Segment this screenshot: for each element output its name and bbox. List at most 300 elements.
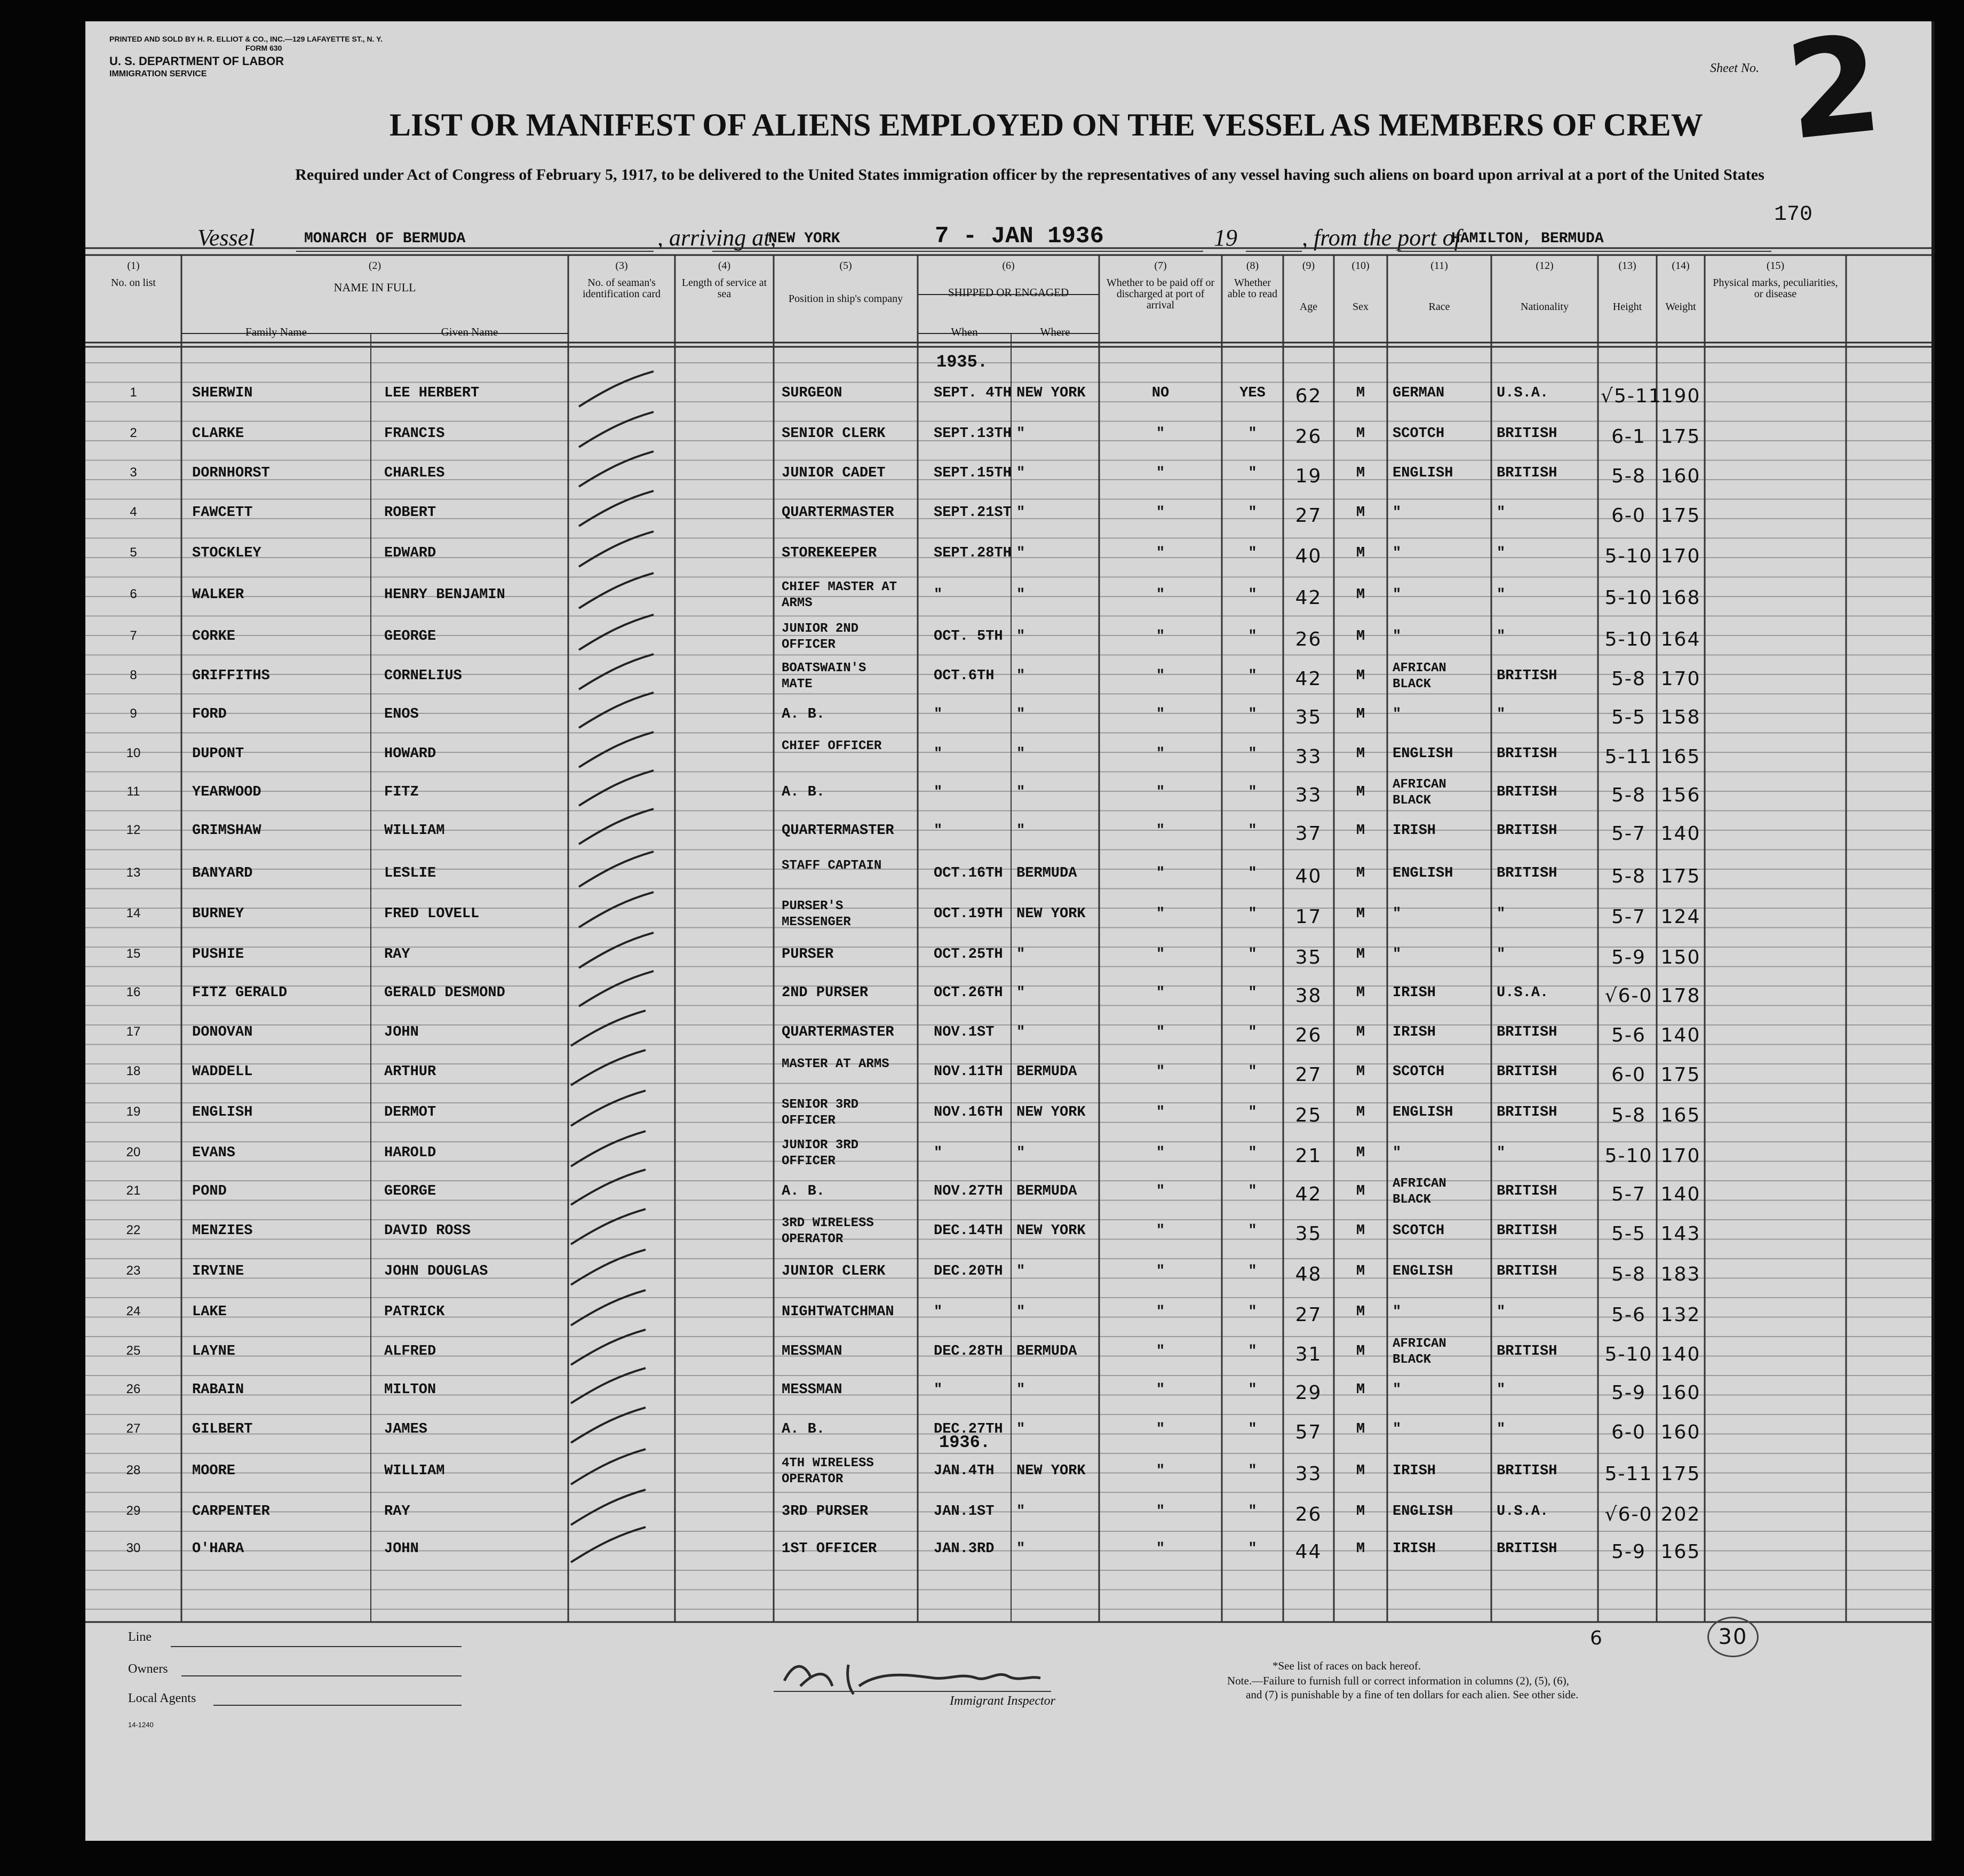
cell-no: 22 xyxy=(126,1223,141,1237)
cell-weight: 165 xyxy=(1660,1104,1701,1126)
cell-race: " xyxy=(1393,1304,1402,1320)
cell-nat: " xyxy=(1497,906,1506,922)
cell-when: OCT.19TH xyxy=(934,906,1003,922)
cell-weight: 158 xyxy=(1660,706,1701,728)
cell-nat: BRITISH xyxy=(1497,823,1557,839)
cell-where: " xyxy=(1016,985,1025,1001)
cell-weight: 170 xyxy=(1660,668,1701,690)
cell-weight: 178 xyxy=(1660,985,1701,1007)
cell-paid: " xyxy=(1156,1145,1165,1161)
cell-age: 21 xyxy=(1295,1145,1322,1167)
cell-nat: " xyxy=(1497,505,1506,521)
cell-read: " xyxy=(1248,947,1257,963)
punch-hole xyxy=(40,309,65,334)
id-card-tick xyxy=(566,1246,651,1289)
cell-nat: BRITISH xyxy=(1497,1541,1557,1557)
cell-sex: M xyxy=(1356,947,1365,963)
cell-no: 9 xyxy=(130,706,137,721)
cell-weight: 170 xyxy=(1660,1145,1701,1167)
column-header: Physical marks, peculiarities, or disease xyxy=(1713,277,1838,300)
cell-given: HAROLD xyxy=(384,1145,436,1161)
year-note-1935: 1935. xyxy=(936,352,988,372)
cell-given: RAY xyxy=(384,947,410,963)
cell-read: " xyxy=(1248,505,1257,521)
cell-height: 5-8 xyxy=(1611,784,1646,806)
cell-where: NEW YORK xyxy=(1016,1104,1086,1120)
cell-sex: M xyxy=(1356,1463,1365,1479)
cell-nat: BRITISH xyxy=(1497,668,1557,684)
cell-read: " xyxy=(1248,906,1257,922)
cell-age: 38 xyxy=(1295,985,1322,1007)
cell-no: 24 xyxy=(126,1304,141,1318)
cell-paid: " xyxy=(1156,1064,1165,1080)
cell-height: 5-10 xyxy=(1604,1145,1653,1167)
cell-family: SHERWIN xyxy=(192,385,253,401)
cell-height: 5-7 xyxy=(1611,823,1646,845)
cell-paid: " xyxy=(1156,1382,1165,1398)
cell-position: SURGEON xyxy=(782,385,842,401)
cell-sex: M xyxy=(1356,865,1365,881)
cell-family: DORNHORST xyxy=(192,465,270,481)
cell-race: ENGLISH xyxy=(1393,1504,1453,1520)
cell-height: 5-8 xyxy=(1611,865,1646,887)
cell-read: " xyxy=(1248,706,1257,722)
cell-no: 19 xyxy=(126,1104,141,1119)
cell-paid: " xyxy=(1156,629,1165,645)
cell-weight: 168 xyxy=(1660,587,1701,609)
cell-race: SCOTCH xyxy=(1393,426,1445,442)
cell-read: " xyxy=(1248,1064,1257,1080)
cell-weight: 190 xyxy=(1660,385,1701,407)
cell-nat: " xyxy=(1497,706,1506,722)
cell-where: NEW YORK xyxy=(1016,1223,1086,1239)
id-card-tick xyxy=(566,1087,651,1130)
cell-when: OCT.16TH xyxy=(934,865,1003,881)
cell-age: 33 xyxy=(1295,1463,1322,1485)
cell-when: SEPT.13TH xyxy=(934,426,1012,442)
id-card-tick xyxy=(566,1166,651,1209)
cell-read: " xyxy=(1248,1344,1257,1360)
cell-paid: " xyxy=(1156,505,1165,521)
cell-no: 4 xyxy=(130,505,137,519)
cell-nat: BRITISH xyxy=(1497,1263,1557,1279)
cell-no: 2 xyxy=(130,426,137,440)
cell-when: NOV.27TH xyxy=(934,1183,1003,1199)
cell-when: " xyxy=(934,746,943,762)
cell-age: 42 xyxy=(1295,587,1322,609)
cell-given: GEORGE xyxy=(384,629,436,645)
cell-when: " xyxy=(934,1145,943,1161)
cell-height: 5-10 xyxy=(1604,545,1653,567)
cell-no: 29 xyxy=(126,1504,141,1518)
cell-sex: M xyxy=(1356,1104,1365,1120)
cell-sex: M xyxy=(1356,629,1365,645)
local-agents-label: Local Agents xyxy=(128,1691,196,1705)
cell-given: ALFRED xyxy=(384,1344,436,1360)
cell-race: SCOTCH xyxy=(1393,1223,1445,1239)
cell-read: " xyxy=(1248,465,1257,481)
column-number: (11) xyxy=(1430,260,1448,272)
cell-given: EDWARD xyxy=(384,545,436,561)
cell-weight: 132 xyxy=(1660,1304,1701,1326)
cell-sex: M xyxy=(1356,1382,1365,1398)
cell-read: " xyxy=(1248,746,1257,762)
cell-sex: M xyxy=(1356,823,1365,839)
cell-no: 23 xyxy=(126,1263,141,1278)
cell-sex: M xyxy=(1356,1541,1365,1557)
cell-no: 26 xyxy=(126,1382,141,1396)
cell-height: 5-8 xyxy=(1611,668,1646,690)
corner-number: 170 xyxy=(1774,203,1813,227)
from-port: HAMILTON, BERMUDA xyxy=(1451,230,1604,247)
cell-nat: BRITISH xyxy=(1497,1104,1557,1120)
id-card-tick xyxy=(574,689,659,732)
column-number: (8) xyxy=(1246,260,1259,272)
cell-when: JAN.1ST xyxy=(934,1504,995,1520)
cell-nat: U.S.A. xyxy=(1497,1504,1549,1520)
cell-family: ENGLISH xyxy=(192,1104,253,1120)
id-card-tick xyxy=(566,1365,651,1408)
cell-nat: BRITISH xyxy=(1497,784,1557,800)
cell-family: MOORE xyxy=(192,1463,236,1479)
footer-form-code: 14-1240 xyxy=(128,1721,154,1729)
cell-given: JOHN DOUGLAS xyxy=(384,1263,488,1279)
cell-paid: " xyxy=(1156,1104,1165,1120)
cell-given: HOWARD xyxy=(384,746,436,762)
cell-paid: " xyxy=(1156,1024,1165,1040)
cell-weight: 140 xyxy=(1660,1024,1701,1046)
cell-paid: " xyxy=(1156,1504,1165,1520)
cell-when: " xyxy=(934,706,943,722)
cell-paid: " xyxy=(1156,587,1165,603)
line-label: Line xyxy=(128,1630,152,1644)
cell-where: " xyxy=(1016,746,1025,762)
sheet-number: 2 xyxy=(1779,5,1888,170)
cell-race: IRISH xyxy=(1393,985,1436,1001)
cell-race: IRISH xyxy=(1393,1024,1436,1040)
owners-label: Owners xyxy=(128,1662,168,1676)
cell-nat: BRITISH xyxy=(1497,865,1557,881)
cell-race: SCOTCH xyxy=(1393,1064,1445,1080)
cell-where: " xyxy=(1016,545,1025,561)
id-card-tick xyxy=(574,651,659,694)
cell-when: OCT.6TH xyxy=(934,668,995,684)
cell-given: GEORGE xyxy=(384,1183,436,1199)
cell-when: NOV.11TH xyxy=(934,1064,1003,1080)
cell-age: 37 xyxy=(1295,823,1322,845)
cell-position: JUNIOR CLERK xyxy=(782,1263,886,1279)
cell-height: 5-10 xyxy=(1604,629,1653,650)
cell-family: FITZ GERALD xyxy=(192,985,288,1001)
cell-race: ENGLISH xyxy=(1393,465,1453,481)
cell-where: " xyxy=(1016,629,1025,645)
cell-when: SEPT. 4TH xyxy=(934,385,1012,401)
cell-sex: M xyxy=(1356,1344,1365,1360)
id-card-tick xyxy=(566,1287,651,1330)
cell-position: QUARTERMASTER xyxy=(782,505,894,521)
cell-no: 12 xyxy=(126,823,141,837)
cell-no: 27 xyxy=(126,1421,141,1436)
cell-where: " xyxy=(1016,947,1025,963)
cell-height: 5-8 xyxy=(1611,1104,1646,1126)
cell-position: JUNIOR 2ND OFFICER xyxy=(782,622,859,652)
cell-where: " xyxy=(1016,465,1025,481)
cell-given: CHARLES xyxy=(384,465,445,481)
cell-nat: U.S.A. xyxy=(1497,385,1549,401)
column-header: Height xyxy=(1612,301,1642,313)
cell-no: 8 xyxy=(130,668,137,682)
cell-paid: " xyxy=(1156,465,1165,481)
id-card-tick xyxy=(566,1128,651,1171)
column-number: (13) xyxy=(1618,260,1636,272)
cell-position: SENIOR CLERK xyxy=(782,426,886,442)
cell-no: 1 xyxy=(130,385,137,400)
cell-age: 26 xyxy=(1295,629,1322,650)
cell-nat: BRITISH xyxy=(1497,465,1557,481)
cell-race: GERMAN xyxy=(1393,385,1445,401)
cell-family: YEARWOOD xyxy=(192,784,261,800)
cell-when: NOV.1ST xyxy=(934,1024,995,1040)
cell-sex: M xyxy=(1356,385,1365,401)
cell-read: " xyxy=(1248,1382,1257,1398)
cell-height: √6-0 xyxy=(1604,1504,1653,1525)
cell-where: " xyxy=(1016,823,1025,839)
cell-height: 5-11 xyxy=(1604,746,1653,768)
cell-weight: 175 xyxy=(1660,505,1701,527)
inspector-label: Immigrant Inspector xyxy=(950,1694,1055,1708)
cell-read: " xyxy=(1248,1421,1257,1437)
cell-where: " xyxy=(1016,1382,1025,1398)
cell-position: PURSER xyxy=(782,947,834,963)
cell-position: NIGHTWATCHMAN xyxy=(782,1304,894,1320)
cell-position: QUARTERMASTER xyxy=(782,1024,894,1040)
cell-nat: " xyxy=(1497,587,1506,603)
cell-height: 5-11 xyxy=(1604,1463,1653,1485)
cell-when: " xyxy=(934,823,943,839)
cell-family: GRIMSHAW xyxy=(192,823,261,839)
id-card-tick xyxy=(574,448,659,491)
cell-position: MASTER AT ARMS xyxy=(782,1057,889,1071)
cell-family: GRIFFITHS xyxy=(192,668,270,684)
column-number: (2) xyxy=(368,260,381,272)
id-card-tick xyxy=(574,570,659,613)
column-number: (7) xyxy=(1154,260,1167,272)
cell-family: BANYARD xyxy=(192,865,253,881)
cell-family: WADDELL xyxy=(192,1064,253,1080)
cell-when: " xyxy=(934,784,943,800)
cell-sex: M xyxy=(1356,985,1365,1001)
cell-read: " xyxy=(1248,1183,1257,1199)
cell-family: FORD xyxy=(192,706,227,722)
cell-nat: U.S.A. xyxy=(1497,985,1549,1001)
cell-sex: M xyxy=(1356,1024,1365,1040)
cell-sex: M xyxy=(1356,1263,1365,1279)
id-card-tick xyxy=(566,1524,651,1567)
cell-weight: 164 xyxy=(1660,629,1701,650)
cell-height: 5-7 xyxy=(1611,906,1646,928)
cell-nat: BRITISH xyxy=(1497,426,1557,442)
stray-mark: 6 xyxy=(1590,1627,1603,1649)
punch-hole xyxy=(40,576,65,601)
cell-sex: M xyxy=(1356,1504,1365,1520)
cell-family: MENZIES xyxy=(192,1223,253,1239)
cell-position: STAFF CAPTAIN xyxy=(782,858,882,873)
cell-family: EVANS xyxy=(192,1145,236,1161)
subheader-family-name: Family Name xyxy=(245,325,307,338)
cell-given: CORNELIUS xyxy=(384,668,462,684)
cell-age: 27 xyxy=(1295,1304,1322,1326)
cell-family: CLARKE xyxy=(192,426,244,442)
cell-position: MESSMAN xyxy=(782,1382,842,1398)
cell-weight: 183 xyxy=(1660,1263,1701,1285)
id-card-tick xyxy=(574,729,659,772)
column-header: Race xyxy=(1428,301,1450,313)
cell-weight: 165 xyxy=(1660,1541,1701,1563)
cell-when: SEPT.21ST xyxy=(934,505,1012,521)
cell-weight: 140 xyxy=(1660,1183,1701,1205)
cell-read: " xyxy=(1248,1463,1257,1479)
vessel-label: Vessel xyxy=(197,225,255,251)
cell-nat: " xyxy=(1497,1145,1506,1161)
column-header: Age xyxy=(1299,301,1318,313)
column-number: (10) xyxy=(1351,260,1370,272)
cell-where: " xyxy=(1016,505,1025,521)
cell-age: 35 xyxy=(1295,947,1322,968)
cell-height: 6-1 xyxy=(1611,426,1646,448)
cell-race: AFRICAN BLACK xyxy=(1393,777,1446,808)
cell-given: JAMES xyxy=(384,1421,428,1437)
column-number: (15) xyxy=(1766,260,1785,272)
cell-sex: M xyxy=(1356,668,1365,684)
cell-no: 3 xyxy=(130,465,137,480)
punch-hole xyxy=(37,165,62,190)
column-header: Sex xyxy=(1353,301,1369,313)
column-number: (1) xyxy=(127,260,140,272)
cell-race: " xyxy=(1393,629,1402,645)
cell-paid: " xyxy=(1156,706,1165,722)
cell-where: " xyxy=(1016,1024,1025,1040)
cell-position: 3RD WIRELESS OPERATOR xyxy=(782,1216,874,1246)
cell-age: 26 xyxy=(1295,426,1322,448)
cell-no: 13 xyxy=(126,865,141,880)
cell-age: 31 xyxy=(1295,1344,1322,1365)
cell-sex: M xyxy=(1356,1145,1365,1161)
cell-position: QUARTERMASTER xyxy=(782,823,894,839)
cell-family: STOCKLEY xyxy=(192,545,261,561)
document-subtitle: Required under Act of Congress of February 5, 1917, to be delivered to the United States immigration officer by the representatives of any vessel having such aliens on board upon arrival at a port of the United States xyxy=(295,166,1764,184)
id-card-tick xyxy=(574,767,659,810)
cell-when: OCT.25TH xyxy=(934,947,1003,963)
cell-no: 10 xyxy=(126,746,141,760)
cell-given: ARTHUR xyxy=(384,1064,436,1080)
cell-sex: M xyxy=(1356,1304,1365,1320)
cell-height: 5-5 xyxy=(1611,1223,1646,1245)
cell-height: 5-6 xyxy=(1611,1024,1646,1046)
cell-paid: " xyxy=(1156,426,1165,442)
cell-read: " xyxy=(1248,1504,1257,1520)
arriving-label: , arriving at, xyxy=(657,225,776,251)
cell-age: 42 xyxy=(1295,1183,1322,1205)
cell-paid: " xyxy=(1156,1263,1165,1279)
cell-race: AFRICAN BLACK xyxy=(1393,661,1446,691)
cell-height: 5-5 xyxy=(1611,706,1646,728)
cell-given: WILLIAM xyxy=(384,1463,445,1479)
cell-read: " xyxy=(1248,1263,1257,1279)
cell-weight: 124 xyxy=(1660,906,1701,928)
cell-position: A. B. xyxy=(782,706,825,722)
cell-given: LESLIE xyxy=(384,865,436,881)
cell-race: ENGLISH xyxy=(1393,1104,1453,1120)
cell-where: BERMUDA xyxy=(1016,865,1077,881)
cell-paid: NO xyxy=(1151,385,1170,401)
id-card-tick xyxy=(574,409,659,451)
races-note: *See list of races on back hereof. xyxy=(1273,1659,1421,1672)
cell-race: " xyxy=(1393,587,1402,603)
cell-weight: 140 xyxy=(1660,1344,1701,1365)
cell-family: POND xyxy=(192,1183,227,1199)
cell-given: DAVID ROSS xyxy=(384,1223,471,1239)
punch-hole xyxy=(40,1195,65,1220)
vessel-name: MONARCH OF BERMUDA xyxy=(304,230,466,247)
form-number: FORM 630 xyxy=(245,44,282,52)
column-header: Length of service at sea xyxy=(681,277,767,300)
column-number: (3) xyxy=(615,260,628,272)
column-number: (9) xyxy=(1302,260,1315,272)
cell-given: WILLIAM xyxy=(384,823,445,839)
cell-family: DUPONT xyxy=(192,746,244,762)
year-label: 19 xyxy=(1214,225,1237,251)
cell-given: RAY xyxy=(384,1504,410,1520)
cell-no: 21 xyxy=(126,1183,141,1198)
cell-height: 5-9 xyxy=(1611,1541,1646,1563)
cell-height: 6-0 xyxy=(1611,505,1646,527)
cell-race: AFRICAN BLACK xyxy=(1393,1337,1446,1367)
id-card-tick xyxy=(574,488,659,530)
cell-when: OCT.26TH xyxy=(934,985,1003,1001)
cell-age: 25 xyxy=(1295,1104,1322,1126)
cell-when: DEC.14TH xyxy=(934,1223,1003,1239)
cell-paid: " xyxy=(1156,906,1165,922)
cell-height: 5-10 xyxy=(1604,1344,1653,1365)
cell-age: 33 xyxy=(1295,746,1322,768)
cell-sex: M xyxy=(1356,587,1365,603)
cell-read: " xyxy=(1248,545,1257,561)
cell-where: BERMUDA xyxy=(1016,1064,1077,1080)
cell-family: CARPENTER xyxy=(192,1504,270,1520)
cell-given: FRED LOVELL xyxy=(384,906,480,922)
department-line: U. S. DEPARTMENT OF LABOR xyxy=(109,54,284,68)
cell-age: 40 xyxy=(1295,545,1322,567)
cell-height: 5-8 xyxy=(1611,465,1646,487)
cell-paid: " xyxy=(1156,947,1165,963)
cell-paid: " xyxy=(1156,784,1165,800)
cell-when: DEC.27TH xyxy=(934,1421,1003,1437)
circled-count: 30 xyxy=(1707,1617,1759,1657)
cell-weight: 140 xyxy=(1660,823,1701,845)
cell-where: NEW YORK xyxy=(1016,385,1086,401)
cell-family: GILBERT xyxy=(192,1421,253,1437)
cell-no: 28 xyxy=(126,1463,141,1477)
cell-age: 48 xyxy=(1295,1263,1322,1285)
column-header: Weight xyxy=(1665,301,1696,313)
cell-age: 17 xyxy=(1295,906,1322,928)
cell-height: √6-0 xyxy=(1604,985,1653,1007)
cell-position: CHIEF OFFICER xyxy=(782,739,882,753)
cell-weight: 165 xyxy=(1660,746,1701,768)
cell-family: DONOVAN xyxy=(192,1024,253,1040)
cell-weight: 175 xyxy=(1660,1463,1701,1485)
cell-no: 15 xyxy=(126,947,141,961)
